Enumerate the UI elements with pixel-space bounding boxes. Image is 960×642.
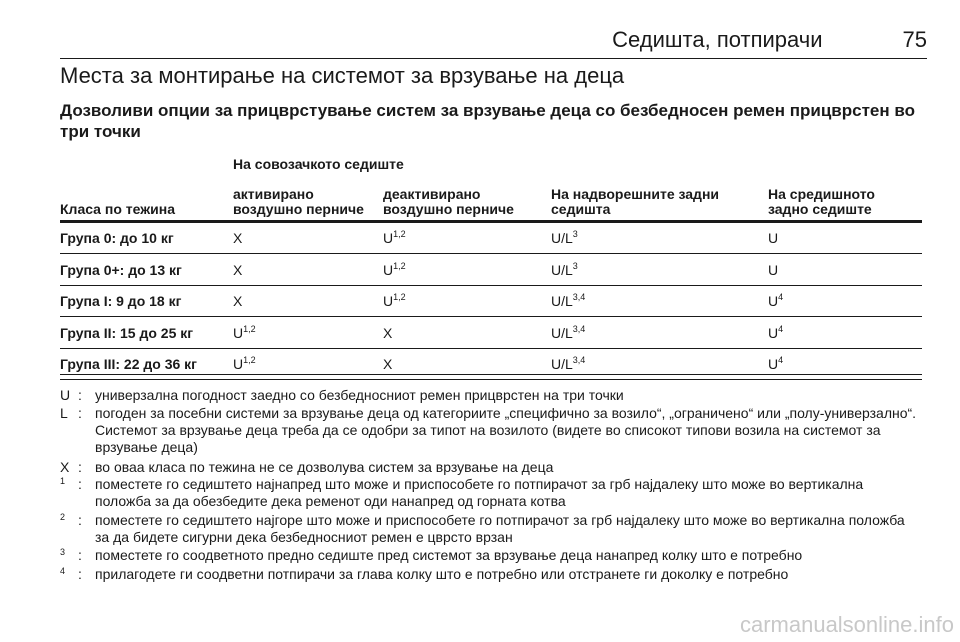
page-subheading: Дозволиви опции за прицврстување систем за врзување деца со безбедносен ремен прицврстен во три точки	[60, 101, 915, 141]
col-airbag-deactivated: деактивирано воздушно перниче	[383, 186, 514, 217]
middle-rear-cell: U	[768, 230, 779, 246]
legend-note: 2 : поместете го седиштето најгоре што може и приспособете го потпирачот за грб најдалеку што може во вертикална положба за да бидете сигурни дека безбедносниот ремен е цврсто врзан	[60, 512, 905, 545]
airbag-deactivated-cell: X	[383, 356, 393, 372]
column-group-header: На совозачкото седиште	[233, 156, 404, 172]
airbag-active-cell: X	[233, 293, 243, 309]
table-row	[60, 223, 922, 254]
airbag-deactivated-cell: U$^{1,2}$	[383, 292, 406, 309]
weight-class-cell: Група I: 9 до 18 кг	[60, 293, 182, 309]
airbag-active-cell: X	[233, 261, 243, 278]
table-row	[60, 255, 922, 286]
table-row	[60, 318, 922, 349]
col-weight-class: Класа по тежина	[60, 201, 175, 217]
airbag-active-cell: U$^{1,2}$	[233, 355, 256, 372]
airbag-active-cell: X	[233, 230, 243, 246]
outer-rear-cell: $U/L^3$	[551, 260, 578, 278]
airbag-deactivated-cell: U$^{1,2}$	[383, 260, 406, 278]
legend-note: 1 : поместете го седиштето најнапред што може и приспособете го потпирачот за грб најдалеку што може во вертикална положба за да обезбедите дека ременот оди нанапред од горната котва	[60, 476, 864, 509]
airbag-active-cell: U$^{1,2}$	[233, 323, 256, 341]
weight-class-cell: Група III: 22 до 36 кг	[60, 356, 197, 372]
col-outer-rear-seats: На надворешните задни седишта	[551, 186, 719, 217]
weight-class-cell: Група 0: до 10 кг	[60, 230, 174, 246]
middle-rear-cell: $U^4$	[768, 323, 784, 341]
table-row	[60, 349, 922, 380]
col-middle-rear-seat: На средишното задно седиште	[768, 186, 875, 217]
middle-rear-cell: U	[768, 261, 779, 278]
notes-divider	[60, 374, 922, 375]
legend-note: X : во оваа класа по тежина не се дозволува систем за врзување на деца	[60, 459, 554, 475]
weight-class-cell: Група 0+: до 13 кг	[60, 261, 182, 278]
middle-rear-cell: $U^4$	[768, 292, 784, 309]
page-header	[60, 22, 927, 59]
middle-rear-cell: $U^4$	[768, 355, 784, 372]
airbag-deactivated-cell: X	[383, 324, 393, 341]
airbag-deactivated-cell: U$^{1,2}$	[383, 229, 406, 246]
col-airbag-active: активирано воздушно перниче	[233, 186, 364, 217]
legend-note: L : погоден за посебни системи за врзување деца од категориите „специфично за возило“, „ограничено“ или „полу-универзално“. Системот за врзување деца треба да се одобри за типот на возилото (видете во списокот типови возила на системот за врзување деца)	[60, 405, 917, 455]
outer-rear-cell: $U/L^{3,4}$	[551, 355, 586, 372]
legend-note: 4 : прилагодете ги соодветни потпирачи за глава колку што е потребно или отстранете ги доколку е потребно	[60, 566, 789, 582]
legend-note: 3 : поместете го соодветното предно седиште пред системот за врзување деца нанапред колку што е потребно	[60, 547, 803, 563]
page-number: 75	[902, 27, 927, 52]
legend-note: U : универзална погодност заедно со безбедносниот ремен прицврстен на три точки	[60, 387, 624, 403]
table-header	[60, 184, 922, 223]
table-row	[60, 286, 922, 317]
outer-rear-cell: $U/L^{3,4}$	[551, 292, 586, 309]
page-heading: Места за монтирање на системот за врзување на деца	[60, 63, 625, 88]
watermark: carmanualsonline.info	[739, 612, 954, 637]
outer-rear-cell: $U/L^{3,4}$	[551, 323, 586, 341]
outer-rear-cell: $U/L^3$	[551, 229, 578, 246]
weight-class-cell: Група II: 15 до 25 кг	[60, 324, 194, 341]
section-title: Седишта, потпирачи	[612, 27, 823, 52]
